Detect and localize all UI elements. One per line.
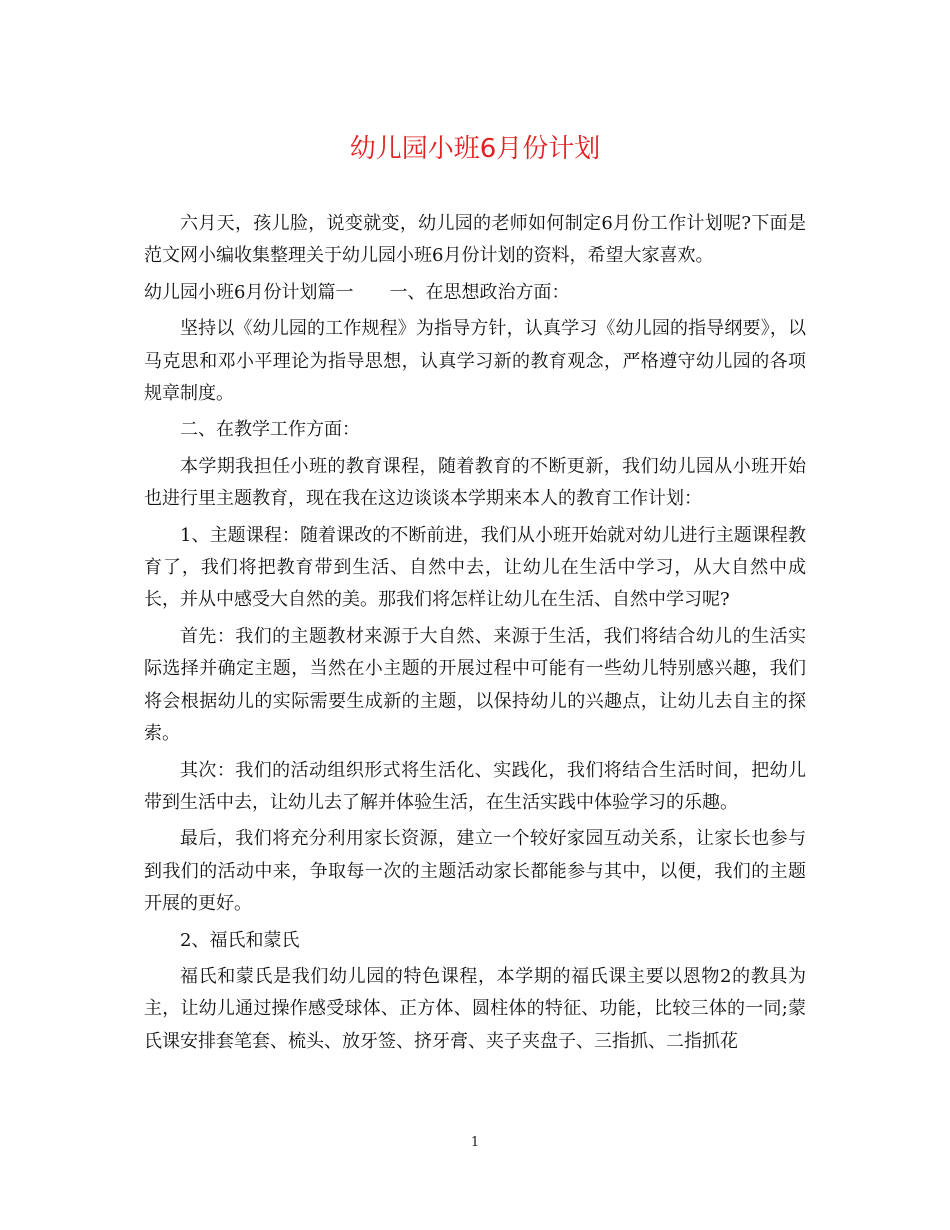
body-paragraph: 六月天，孩儿脸，说变就变，幼儿园的老师如何制定6月份工作计划呢?下面是范文网小编收集整理关于幼儿园小班6月份计划的资料，希望大家喜欢。 <box>144 213 806 267</box>
body-paragraph: 二、在教学工作方面： <box>180 419 360 441</box>
body-paragraph: 幼儿园小班6月份计划篇一 一、在思想政治方面： <box>144 281 570 303</box>
body-paragraph: 2、福氏和蒙氏 <box>180 929 300 951</box>
page-number: 1 <box>470 1135 480 1150</box>
body-paragraph: 1、主题课程：随着课改的不断前进，我们从小班开始就对幼儿进行主题课程教育了，我们将把教育带到生活、自然中去，让幼儿在生活中学习，从大自然中成长，并从中感受大自然的美。那我们将怎样让幼儿在生活、自然中学习呢? <box>144 524 806 611</box>
body-paragraph: 其次：我们的活动组织形式将生活化、实践化，我们将结合生活时间，把幼儿带到生活中去，让幼儿去了解并体验生活，在生活实践中体验学习的乐趣。 <box>144 759 806 813</box>
body-paragraph: 首先：我们的主题教材来源于大自然、来源于生活，我们将结合幼儿的生活实际选择并确定主题，当然在小主题的开展过程中可能有一些幼儿特别感兴趣，我们将会根据幼儿的实际需要生成新的主题，以保持幼儿的兴趣点，让幼儿去自主的探索。 <box>144 625 806 745</box>
document-title: 幼儿园小班6月份计划 <box>349 134 601 164</box>
document-body <box>144 208 806 1062</box>
body-paragraph: 本学期我担任小班的教育课程，随着教育的不断更新，我们幼儿园从小班开始也进行里主题教育，现在我在这边谈谈本学期来本人的教育工作计划： <box>144 455 806 510</box>
body-paragraph: 最后，我们将充分利用家长资源，建立一个较好家园互动关系，让家长也参与到我们的活动中来，争取每一次的主题活动家长都能参与其中，以便，我们的主题开展的更好。 <box>144 828 806 915</box>
body-paragraph: 坚持以《幼儿园的工作规程》为指导方针，认真学习《幼儿园的指导纲要》，以马克思和邓小平理论为指导思想，认真学习新的教育观念，严格遵守幼儿园的各项规章制度。 <box>144 318 806 405</box>
body-paragraph: 福氏和蒙氏是我们幼儿园的特色课程，本学期的福氏课主要以恩物2的教具为主，让幼儿通过操作感受球体、正方体、圆柱体的特征、功能，比较三体的一同;蒙氏课安排套笔套、梳头、放牙签、挤牙膏、夹子夹盘子、三指抓、二指抓花 <box>144 965 806 1052</box>
